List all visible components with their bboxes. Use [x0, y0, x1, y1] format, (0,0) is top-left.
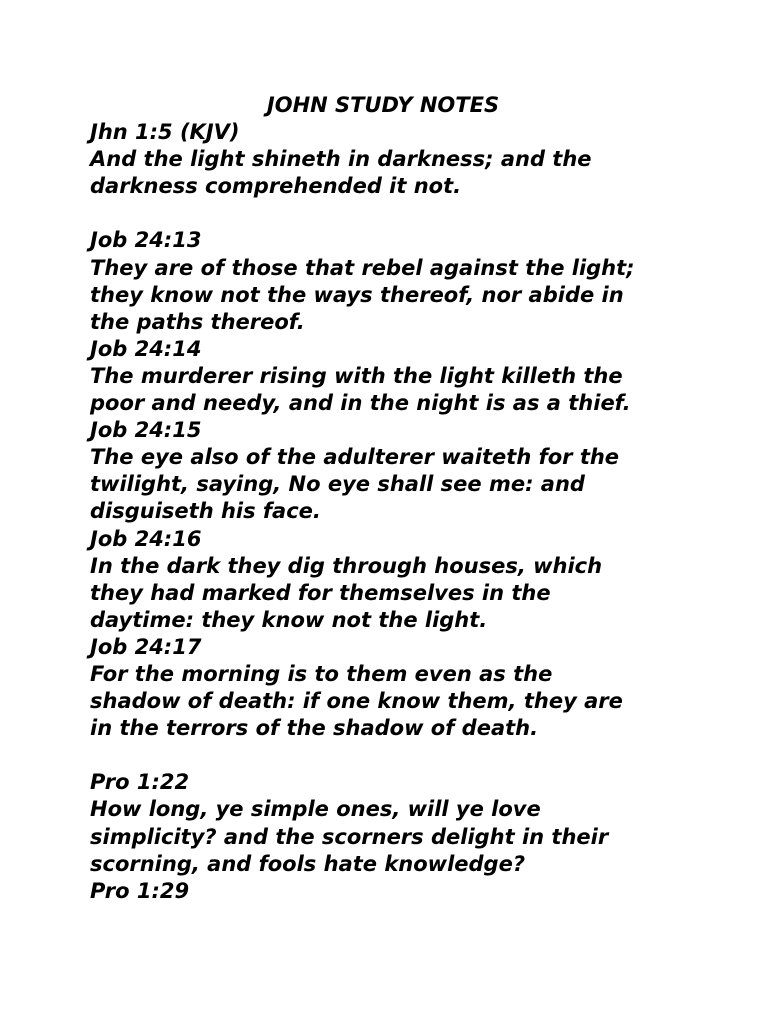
verse-text-line: poor and needy, and in the night is as a thief. — [90, 391, 631, 416]
verse-reference: Job 24:17 — [90, 634, 202, 659]
verse-text-line: disguiseth his face. — [90, 499, 321, 524]
verse-text-line: And the light shineth in darkness; and the — [90, 147, 592, 172]
verse-text-line: twilight, saying, No eye shall see me: and — [90, 472, 585, 497]
verse-block — [90, 878, 730, 905]
verse-block — [90, 526, 730, 634]
verse-text-line: For the morning is to them even as the — [90, 661, 553, 686]
verse-text-line: The murderer rising with the light killeth the — [90, 363, 623, 388]
verse-text-line: simplicity? and the scorners delight in their — [90, 824, 609, 849]
verse-text-line: they had marked for themselves in the — [90, 580, 551, 605]
verse-reference: Pro 1:29 — [90, 878, 190, 903]
verse-reference: Job 24:15 — [90, 418, 202, 443]
verse-text-line: shadow of death: if one know them, they are — [90, 689, 623, 714]
verse-text-line: in the terrors of the shadow of death. — [90, 716, 539, 741]
verse-reference: Job 24:14 — [90, 336, 202, 361]
verse-reference: Pro 1:22 — [90, 770, 190, 795]
blank-line — [90, 742, 730, 769]
verse-reference: Job 24:16 — [90, 526, 202, 551]
verse-block — [90, 417, 730, 525]
verse-text-line: In the dark they dig through houses, which — [90, 553, 603, 578]
verse-text-line: scorning, and fools hate knowledge? — [90, 851, 526, 876]
verse-text-line: they know not the ways thereof, nor abide in — [90, 282, 624, 307]
verse-block — [90, 336, 730, 417]
verse-text-line: daytime: they know not the light. — [90, 607, 488, 632]
blank-line — [90, 200, 730, 227]
verse-text-line: the paths thereof. — [90, 309, 305, 334]
verse-text-line: How long, ye simple ones, will ye love — [90, 797, 541, 822]
document-title: JOHN STUDY NOTES — [266, 93, 500, 117]
verse-text-line: They are of those that rebel against the light; — [90, 255, 635, 280]
document-page — [90, 92, 730, 905]
verse-block — [90, 227, 730, 335]
verse-text-line: darkness comprehended it not. — [90, 174, 462, 199]
verse-list — [90, 119, 730, 905]
verse-text-line: The eye also of the adulterer waiteth for the — [90, 445, 620, 470]
verse-block — [90, 119, 730, 227]
verse-reference: Job 24:13 — [90, 228, 202, 253]
verse-reference: Jhn 1:5 (KJV) — [90, 120, 240, 145]
verse-block — [90, 769, 730, 877]
verse-block — [90, 634, 730, 769]
